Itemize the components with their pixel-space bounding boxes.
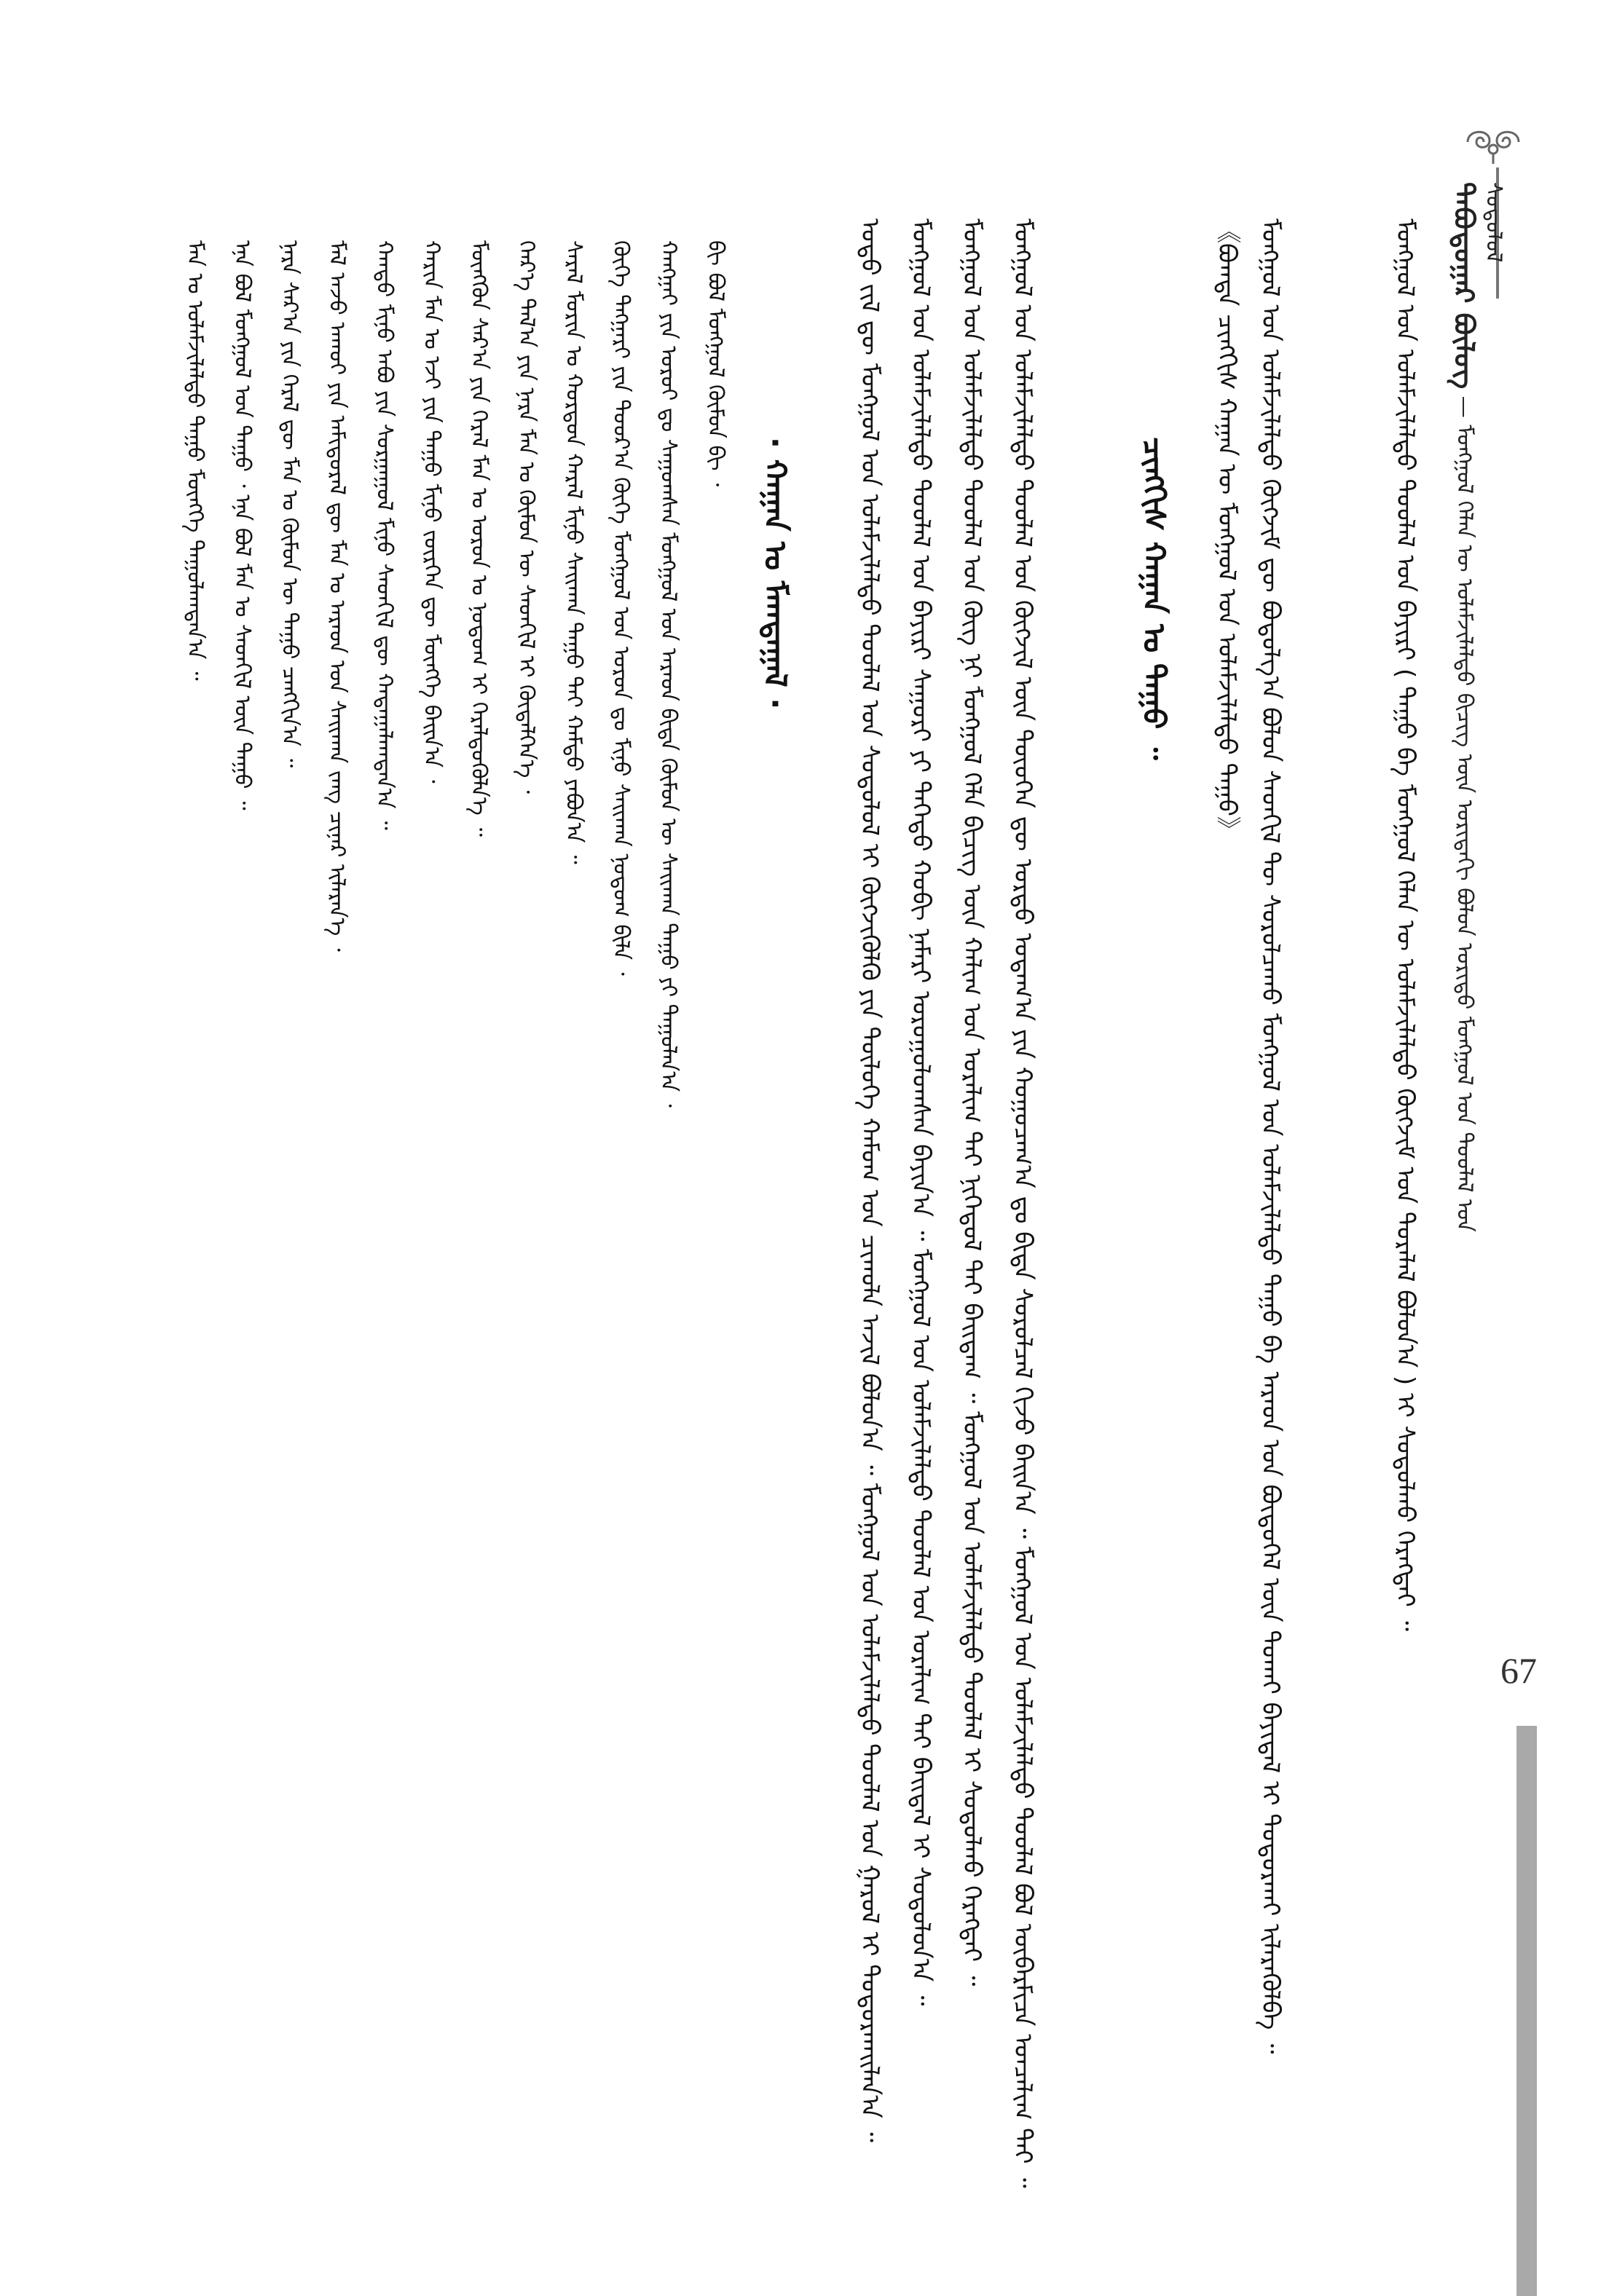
poem-heading: · ᠬᠠᠭᠠᠨ ᠤ ᠮᠠᠭᠲᠠᠭᠠᠯ · — [758, 437, 793, 710]
page-number: 67 — [1500, 1650, 1537, 1691]
poem-line: ᠬᠥᠬᠡ ᠲᠩᠭᠠᠷᠢ ᠶᠢᠨ ᠳᠣᠣᠷ᠎ᠠ ᠬᠥᠬᠡ ᠮᠣᠩᠭᠣᠯ ᠤᠨ ᠣᠷᠤᠨ ᠳᠤ ᠮᠢᠨᠤ ᠰᠠᠢᠬᠠᠨ ᠨᠤᠲᠤᠭ ᠪᠢᠯᠡ ᠂ — [608, 240, 634, 976]
section-heading: ᠴᠢᠩᠭᠢᠰ ᠬᠠᠭᠠᠨ ᠤ ᠳᠠᠭᠤ ᠃ — [1136, 437, 1172, 760]
part-title: ᠲᠠᠪᠤᠳᠤᠭᠠᠷ ᠪᠦᠯᠦᠭ — [1448, 182, 1481, 390]
poem-line: ᠮᠠᠯ ᠠᠵᠤ ᠠᠬᠤᠢ ᠶᠢᠨ ᠠᠮᠢᠳᠤᠷᠠᠯ ᠳᠦ ᠮᠠᠨ ᠤ ᠠᠷᠠᠳ ᠤᠨ ᠰᠠᠢᠬᠠᠨ ᠵᠠᠩ ᠴᠢᠨᠠᠷ ᠢᠯᠡᠷᠡᠨ᠎ᠡ ᠂ — [324, 240, 350, 952]
paragraph-column-1: ᠮᠣᠩᠭᠣᠯ ᠤᠨ ᠤᠯᠠᠮᠵᠢᠯᠠᠯᠲᠤ ᠳᠤᠤᠯᠠᠯ ᠤᠨ ᠪᠠᠶᠢᠷᠢ ( ᠳᠠᠭᠤ ᠪᠠ ᠮᠣᠩᠭᠣᠯ ᠬᠡᠯᠡᠨ ᠦ ᠤᠯᠠᠮᠵᠢᠯᠠᠯᠲᠤ ᠬᠦᠭᠵᠢᠮ ᠤᠨ ᠳᠤᠷᠠᠯᠠᠯ ᠪᠤᠯᠤᠨ᠎ᠠ ) ᠢ ᠰᠤᠳᠤᠯᠬᠤ ᠬᠡᠷᠡᠭᠲᠡᠢ ᠃ — [1390, 218, 1420, 1632]
poem-line: ᠬᠡᠡᠷ᠎ᠡ ᠲᠠᠯ᠎ᠠ ᠶᠢᠨ ᠨᠠᠷᠠ ᠮᠠᠨ ᠤ ᠬᠦᠮᠦᠨ ᠦ ᠰᠡᠳᠬᠢᠯ ᠢ ᠬᠥᠳᠡᠯᠭᠡᠨ᠎ᠡ ᠂ — [514, 240, 539, 794]
poem-line: ᠬᠠᠨᠳᠤ ᠮᠢᠨᠤ ᠠᠪᠤ ᠶᠢᠨ ᠰᠤᠷᠭᠠᠭᠤᠯ ᠮᠢᠨᠤ ᠰᠡᠳᠬᠢᠯ ᠳᠦ ᠬᠠᠳᠠᠭᠠᠯᠠᠭᠳᠠᠨ᠎ᠠ ᠃ — [371, 240, 397, 830]
poem-line: ᠬᠠᠩᠭᠠᠢ ᠶᠢᠨ ᠣᠷᠣᠢ ᠳᠤ ᠰᠠᠭᠤᠭᠰᠠᠨ ᠮᠣᠩᠭᠣᠯ ᠤᠨ ᠠᠷᠠᠳ ᠪᠢᠳᠡ ᠬᠦᠮᠦᠨ ᠦ ᠰᠠᠢᠬᠠᠨ ᠳᠠᠭᠤ ᠶᠢ ᠳᠠᠭᠤᠯᠠᠨ᠎ᠠ ᠂ — [656, 240, 681, 1108]
paragraph-column-5: ᠮᠣᠩᠭᠣᠯ ᠤᠨ ᠤᠯᠠᠮᠵᠢᠯᠠᠯᠲᠤ ᠳᠤᠤᠯᠠᠯ ᠤᠨ ᠪᠠᠶᠢᠷᠢ ᠰᠠᠭᠤᠷᠢ ᠶᠢ ᠳᠡᠭᠡᠳᠦ ᠬᠤᠪᠢ ᠨᠡᠮᠡᠷᠢ ᠣᠷᠣᠭᠤᠯᠤᠭᠰᠠᠨ ᠪᠠᠶᠢᠨ᠎ᠠ ᠃ ᠮᠣᠩᠭᠣᠯ ᠤᠨ ᠤᠯᠠᠮᠵᠢᠯᠠᠯᠲᠤ ᠳᠤᠤᠯᠠᠯ ᠤᠨ ᠤᠷᠠᠯᠢᠭ ᠲᠠᠢ ᠪᠠᠢᠳᠠᠯ ᠢ ᠰᠤᠳᠤᠯᠤᠨ᠎ᠠ ᠃ — [906, 218, 935, 2006]
poem-line: ᠬᠠᠷᠢᠨ ᠮᠠᠨ ᠤ ᠡᠵᠢ ᠶᠢᠨ ᠳᠠᠭᠤ ᠮᠢᠨᠤ ᠵᠦᠷᠬᠡᠨ ᠳᠦ ᠮᠥᠩᠬᠡ ᠪᠠᠢᠨ᠎ᠠ ᠂ — [419, 240, 444, 784]
running-header: ᠲᠠᠪᠤᠳᠤᠭᠠᠷ ᠪᠦᠯᠦᠭ — ᠮᠣᠩᠭᠣᠯ ᠬᠡᠯᠡᠨ ᠦ ᠤᠯᠠᠮᠵᠢᠯᠠᠯᠲᠤ ᠪᠢᠴᠢᠭ ᠦᠨ ᠤᠷᠢᠳᠠᠬᠢ ᠪᠤᠯᠤᠨ ᠤᠷᠢᠳᠤ ᠮᠣᠩᠭᠣᠯ ᠤᠨ ᠳᠤᠤᠯᠠᠯ ᠤᠨ ᠰᠤᠳᠤᠯᠤᠯ — [1448, 182, 1506, 1232]
quoted-title: 《ᠪᠣᠭᠳᠠ ᠴᠢᠩᠭᠢᠰ ᠬᠠᠭᠠᠨ ᠦ ᠮᠣᠩᠭᠣᠯ ᠤᠨ ᠤᠯᠠᠮᠵᠢᠯᠠᠯᠲᠤ ᠳᠠᠭᠤ》 — [1212, 218, 1241, 841]
poem-line: ᠮᠠᠨ ᠤ ᠤᠯᠠᠮᠵᠢᠯᠠᠯᠲᠤ ᠳᠠᠭᠤ ᠮᠥᠩᠬᠡ ᠳᠠᠭᠤᠯᠠᠭᠳᠠᠨ᠎ᠠ ᠃ — [182, 240, 208, 681]
ornament-icon — [1460, 120, 1526, 164]
poem-line: ᠡᠨᠡ ᠪᠣᠯ ᠮᠣᠩᠭᠣᠯ ᠤᠨ ᠳᠠᠭᠤ ᠂ ᠡᠨᠡ ᠪᠣᠯ ᠮᠠᠨ ᠤ ᠰᠡᠳᠬᠢᠯ ᠦᠨ ᠳᠠᠭᠤ ᠃ — [229, 240, 255, 810]
page-edge-tab — [1516, 1726, 1537, 2296]
poem-line: ᠮᠥᠩᠭᠦᠨ ᠰᠠᠷ᠎ᠠ ᠶᠢᠨ ᠭᠡᠷᠡᠯ ᠮᠠᠨ ᠤ ᠣᠷᠣᠨ ᠤ ᠨᠤᠲᠤᠭ ᠢ ᠭᠡᠷᠡᠯᠲᠦᠭᠦᠯᠨ᠎ᠡ ᠃ — [466, 240, 492, 837]
paragraph-column-2: ᠮᠣᠩᠭᠣᠯ ᠤᠨ ᠤᠯᠠᠮᠵᠢᠯᠠᠯᠲᠤ ᠬᠦᠭᠵᠢᠮ ᠳᠦ ᠪᠣᠳᠣᠯᠭ᠎ᠠ ᠪᠣᠯᠤᠨ ᠰᠡᠳᠭᠢᠯ ᠲᠦ ᠰᠤᠷᠤᠯᠴᠠᠬᠤ ᠮᠣᠩᠭᠣᠯ ᠤᠨ ᠤᠯᠠᠮᠵᠢᠯᠠᠯᠲᠤ ᠳᠠᠭᠤ ᠪᠠ ᠠᠷᠠᠳ ᠤᠨ ᠪᠦᠲᠦᠭᠡᠯ ᠦᠨ ᠲᠤᠬᠠᠢ ᠪᠠᠶᠢᠳᠠᠯ ᠢ ᠲᠣᠳᠣᠷᠬᠠᠶ ᠢᠯᠡᠷᠡᠭᠦᠯᠪᠡ ᠃ — [1256, 218, 1285, 2054]
paragraph-column-3: ᠮᠣᠩᠭᠣᠯ ᠤᠨ ᠤᠯᠠᠮᠵᠢᠯᠠᠯᠲᠤ ᠳᠤᠤᠯᠠᠯ ᠤᠨ ᠬᠥᠭᠵᠢᠯ ᠦᠨ ᠲᠦᠦᠬᠡᠨ ᠳᠦ ᠤᠷᠲᠤ ᠤᠳᠠᠭ᠎ᠠ ᠶᠢᠨ ᠬᠤᠭᠤᠴᠠᠭ᠎ᠠ ᠳᠤ ᠪᠢᠳᠡ ᠰᠤᠷᠤᠯᠴᠠᠯ ᠬᠢᠵᠦ ᠪᠠᠢᠨ᠎ᠠ ᠃ ᠮᠣᠩᠭᠣᠯ ᠤᠨ ᠤᠯᠠᠮᠵᠢᠯᠠᠯᠲᠤ ᠳᠤᠤᠯᠠᠯ ᠪᠣᠯ ᠥᠪᠡᠷᠮᠢᠴᠡ ᠣᠨᠴᠠᠯᠢᠭ ᠲᠠᠢ ᠃ — [1008, 218, 1037, 2188]
poem-line: ᠨᠠᠷᠠ ᠰᠠᠷ᠎ᠠ ᠶᠢᠨ ᠭᠡᠷᠡᠯ ᠳᠦ ᠮᠠᠨ ᠤ ᠬᠦᠮᠦᠨ ᠦ ᠳᠠᠭᠤ ᠴᠠᠩᠭᠢᠨ᠎ᠠ ᠃ — [277, 240, 302, 768]
running-title: ᠮᠣᠩᠭᠣᠯ ᠬᠡᠯᠡᠨ ᠦ ᠤᠯᠠᠮᠵᠢᠯᠠᠯᠲᠤ ᠪᠢᠴᠢᠭ ᠦᠨ ᠤᠷᠢᠳᠠᠬᠢ ᠪᠤᠯᠤᠨ ᠤᠷᠢᠳᠤ ᠮᠣᠩᠭᠣᠯ ᠤᠨ ᠳᠤᠤᠯᠠᠯ ᠤᠨ ᠰᠤᠳᠤᠯᠤᠯ — [1452, 182, 1506, 1232]
paragraph-column-4: ᠮᠣᠩᠭᠣᠯ ᠤᠨ ᠤᠯᠠᠮᠵᠢᠯᠠᠯᠲᠤ ᠳᠤᠤᠯᠠᠯ ᠤᠨ ᠬᠥᠭ ᠨᠢ ᠮᠣᠩᠭᠣᠯ ᠬᠡᠯᠡ ᠪᠢᠴᠢᠭ ᠦᠨ ᠬᠠᠯᠢᠭ ᠤᠨ ᠤᠷᠠᠯᠢᠭ ᠲᠠᠢ ᠨᠢᠭᠡᠳᠦᠯ ᠲᠡᠢ ᠪᠠᠢᠳᠠᠭ ᠃ ᠮᠣᠩᠭᠣᠯ ᠤᠨ ᠤᠯᠠᠮᠵᠢᠯᠠᠯᠲᠤ ᠳᠤᠤᠯᠠᠯ ᠢ ᠰᠤᠳᠤᠯᠬᠤ ᠬᠡᠷᠡᠭᠲᠡᠢ ᠃ — [957, 218, 986, 1987]
poem-intro: ᠪᠢ ᠪᠣᠯ ᠮᠣᠩᠭᠣᠯ ᠬᠦᠮᠦᠨ ᠪᠢ ᠂ — [703, 240, 728, 487]
poem-line: ᠰᠠᠷᠠᠯ ᠮᠣᠷᠢᠨ ᠤ ᠬᠤᠷᠳᠤᠨ ᠬᠠᠷᠠᠯ ᠮᠢᠨᠤ ᠰᠠᠢᠬᠠᠨ ᠳᠠᠭᠤ ᠲᠠᠢ ᠬᠠᠮᠲᠤ ᠶᠠᠪᠤᠨ᠎ᠠ ᠃ — [561, 240, 586, 864]
paragraph-column-6: ᠣᠳᠣ ᠵᠢᠯ ᠳᠦ ᠮᠣᠩᠭᠣᠯ ᠤᠨ ᠤᠯᠠᠮᠵᠢᠯᠠᠯᠲᠤ ᠳᠤᠤᠯᠠᠯ ᠤᠨ ᠰᠤᠳᠤᠯᠤᠯ ᠢ ᠬᠥᠭᠵᠢᠭᠦᠯᠬᠦ ᠶᠢᠨ ᠲᠥᠯᠥᠭᠡ ᠬᠠᠮᠤᠭ ᠤᠨ ᠴᠢᠬᠤᠯᠠ ᠠᠵᠢᠯ ᠪᠣᠯᠤᠨ᠎ᠠ ᠃ ᠮᠣᠩᠭᠣᠯ ᠤᠨ ᠤᠯᠠᠮᠵᠢᠯᠠᠯᠲᠤ ᠳᠤᠤᠯᠠᠯ ᠤᠨ ᠭᠠᠷᠤᠯ ᠢ ᠲᠣᠳᠣᠷᠬᠠᠢᠯᠠᠨ᠎ᠠ ᠃ — [855, 218, 884, 2142]
